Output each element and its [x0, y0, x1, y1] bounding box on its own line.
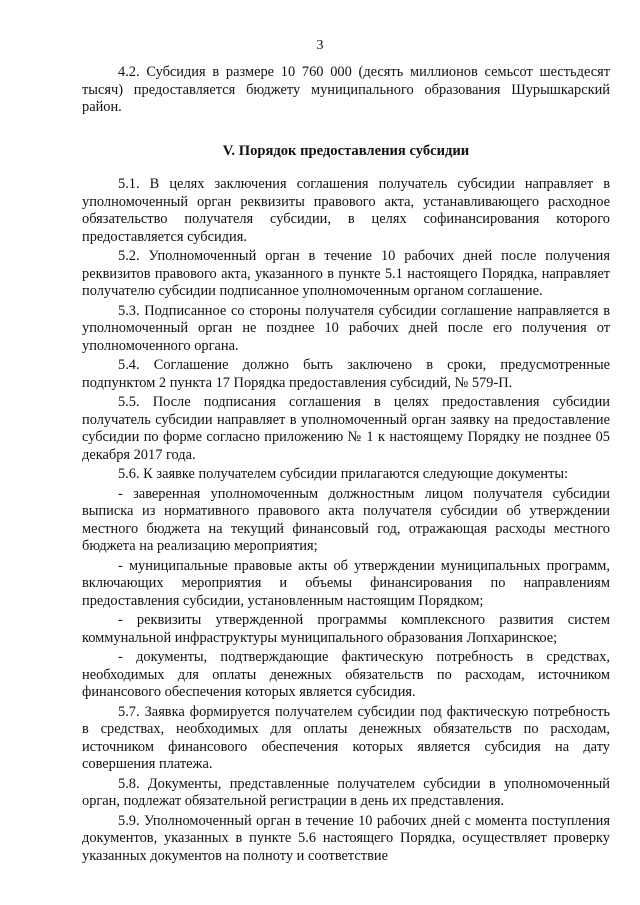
paragraph-5-9: 5.9. Уполномоченный орган в течение 10 рабочих дней с момента поступления документов, указанных в пункте 5.6 настоящего Порядка, осуществляет проверку указанных документов на полноту и соответствие	[82, 812, 610, 864]
paragraph-5-5: 5.5. После подписания соглашения в целях предоставления субсидии получатель субсидии направляет в уполномоченный орган заявку на предоставление субсидии по форме согласно приложению № 1 к настоящему Порядку не позднее 05 декабря 2017 года.	[82, 394, 610, 463]
document-body	[82, 64, 610, 867]
list-item-supporting-documents: - документы, подтверждающие фактическую потребность в средствах, необходимых для оплаты денежных обязательств по расходам, источником финансового обеспечения которых является субсидия.	[82, 649, 610, 700]
paragraph-5-4: 5.4. Соглашение должно быть заключено в сроки, предусмотренные подпунктом 2 пункта 17 Порядка предоставления субсидий, № 579-П.	[82, 357, 610, 391]
paragraph-5-8: 5.8. Документы, представленные получателем субсидии в уполномоченный орган, подлежат обязательной регистрации в день их представления.	[82, 775, 610, 809]
section-title: V. Порядок предоставления субсидии	[222, 142, 470, 159]
page-number: 3	[316, 38, 324, 53]
paragraph-5-7: 5.7. Заявка формируется получателем субсидии под фактическую потребность в средствах, необходимых для оплаты денежных обязательств по расходам, источником финансового обеспечения которых является субсидия на дату совершения платежа.	[82, 703, 610, 772]
list-item-program-details: - реквизиты утвержденной программы комплексного развития систем коммунальной инфраструктуры муниципального образования Лопхаринское;	[82, 612, 610, 646]
paragraph-4-2: 4.2. Субсидия в размере 10 760 000 (десять миллионов семьсот шестьдесят тысяч) предоставляется бюджету муниципального образования Шурышкарский район.	[82, 64, 610, 115]
paragraph-5-1: 5.1. В целях заключения соглашения получатель субсидии направляет в уполномоченный орган реквизиты правового акта, устанавливающего расходное обязательство получателя субсидии, в целях софинансирования которого предоставляется субсидия.	[82, 176, 610, 245]
paragraph-5-6: 5.6. К заявке получателем субсидии прилагаются следующие документы:	[118, 466, 569, 482]
list-item-municipal-acts: - муниципальные правовые акты об утверждении муниципальных программ, включающих мероприятия и объемы финансирования по направлениям предоставления субсидии, установленным настоящим Порядком;	[82, 557, 610, 609]
list-item-statement: - заверенная уполномоченным должностным лицом получателя субсидии выписка из нормативного правового акта получателя субсидии об утверждении местного бюджета на текущий финансовый год, отражающая расходы местного бюджета на реализацию мероприятия;	[82, 485, 610, 554]
paragraph-5-2: 5.2. Уполномоченный орган в течение 10 рабочих дней после получения реквизитов правового акта, указанного в пункте 5.1 настоящего Порядка, направляет получателю субсидии подписанное уполномоченным органом соглашение.	[82, 248, 610, 299]
paragraph-5-3: 5.3. Подписанное со стороны получателя субсидии соглашение направляется в уполномоченный орган не позднее 10 рабочих дней после его получения от уполномоченного органа.	[82, 302, 610, 354]
